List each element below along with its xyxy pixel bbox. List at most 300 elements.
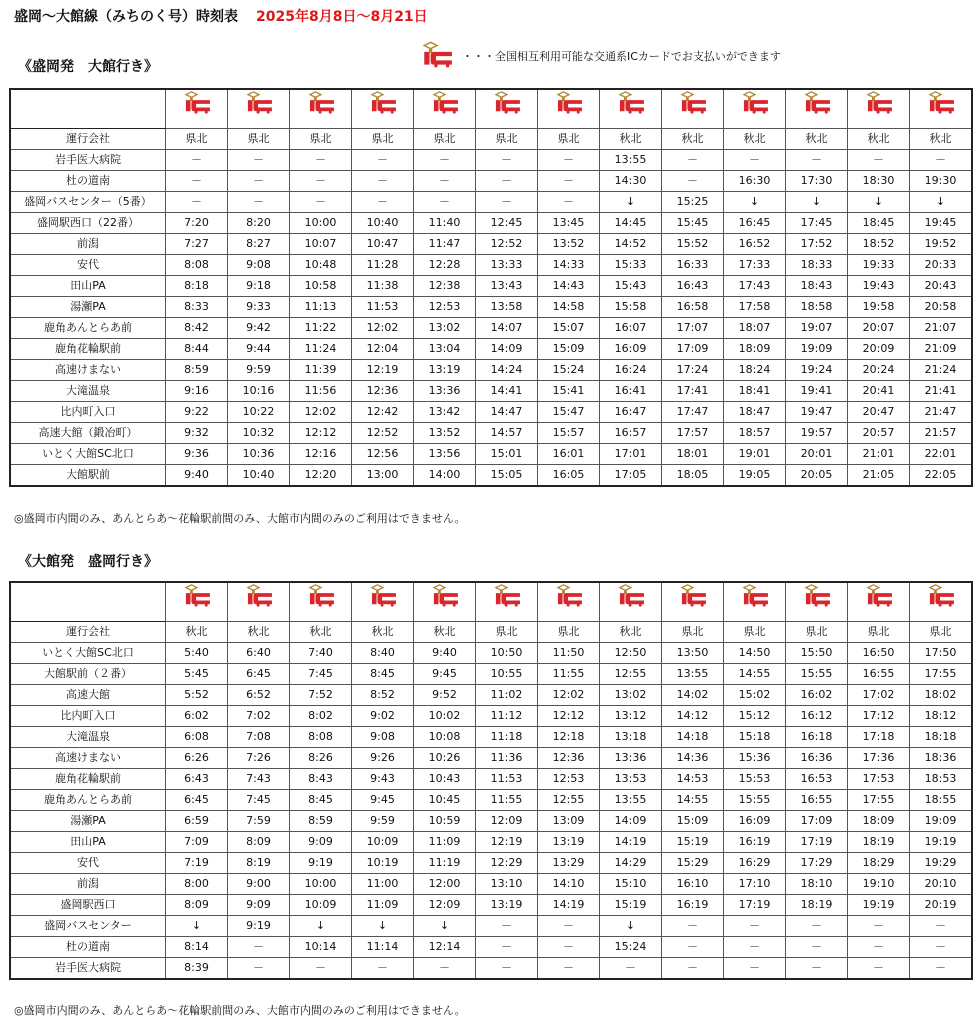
time-cell: 9:33	[228, 297, 290, 318]
ic-cell	[414, 583, 476, 622]
time-cell: 13:52	[414, 423, 476, 444]
time-cell: 9:45	[352, 790, 414, 811]
time-cell: －	[910, 958, 972, 979]
time-cell: 19:30	[910, 171, 972, 192]
operator-cell: 秋北	[662, 129, 724, 150]
table-row	[11, 381, 972, 402]
time-cell: 19:10	[848, 874, 910, 895]
time-cell: 11:02	[476, 685, 538, 706]
time-cell: 17:05	[600, 465, 662, 486]
time-cell: 18:36	[910, 748, 972, 769]
time-cell: 14:53	[662, 769, 724, 790]
time-cell: 6:45	[228, 664, 290, 685]
table-row	[11, 895, 972, 916]
ic-cell	[786, 583, 848, 622]
time-cell: 8:44	[166, 339, 228, 360]
page-title	[14, 6, 428, 26]
time-cell: －	[290, 150, 352, 171]
time-cell: 11:09	[414, 832, 476, 853]
time-cell: 17:43	[724, 276, 786, 297]
stop-name: 鹿角あんとらあ前	[11, 790, 166, 811]
time-cell: 8:08	[290, 727, 352, 748]
ic-card-icon	[492, 583, 522, 621]
stop-name: 安代	[11, 255, 166, 276]
time-cell: 7:45	[228, 790, 290, 811]
stop-name: 高速けまない	[11, 360, 166, 381]
ic-cell	[228, 90, 290, 129]
time-cell: 17:55	[910, 664, 972, 685]
table-row	[11, 234, 972, 255]
time-cell: 18:30	[848, 171, 910, 192]
time-cell: 16:47	[600, 402, 662, 423]
time-cell: ↓	[290, 916, 352, 937]
time-cell: 16:02	[786, 685, 848, 706]
time-cell: 15:19	[662, 832, 724, 853]
time-cell: －	[538, 150, 600, 171]
time-cell: ↓	[910, 192, 972, 213]
time-cell: －	[476, 958, 538, 979]
time-cell: 6:26	[166, 748, 228, 769]
time-cell: 18:57	[724, 423, 786, 444]
table-row	[11, 958, 972, 979]
time-cell: 10:32	[228, 423, 290, 444]
time-cell: 14:18	[662, 727, 724, 748]
ic-cell	[848, 583, 910, 622]
time-cell: ↓	[848, 192, 910, 213]
time-cell: 7:08	[228, 727, 290, 748]
time-cell: 18:24	[724, 360, 786, 381]
time-cell: 14:45	[600, 213, 662, 234]
time-cell: 14:36	[662, 748, 724, 769]
time-cell: 7:19	[166, 853, 228, 874]
time-cell: 15:41	[538, 381, 600, 402]
time-cell: －	[600, 958, 662, 979]
time-cell: 18:18	[910, 727, 972, 748]
ic-icon-row	[11, 90, 972, 129]
time-cell: 8:09	[228, 832, 290, 853]
time-cell: 10:09	[352, 832, 414, 853]
time-cell: 16:57	[600, 423, 662, 444]
time-cell: 10:36	[228, 444, 290, 465]
time-cell: 6:43	[166, 769, 228, 790]
time-cell: 13:45	[538, 213, 600, 234]
time-cell: －	[290, 171, 352, 192]
stop-name: 高速けまない	[11, 748, 166, 769]
time-cell: －	[724, 937, 786, 958]
table-row	[11, 255, 972, 276]
time-cell: 20:33	[910, 255, 972, 276]
time-cell: 18:58	[786, 297, 848, 318]
time-cell: 16:29	[724, 853, 786, 874]
table-row	[11, 727, 972, 748]
ic-cell	[352, 90, 414, 129]
time-cell: －	[910, 150, 972, 171]
time-cell: 13:10	[476, 874, 538, 895]
time-cell: －	[786, 937, 848, 958]
time-cell: 11:09	[352, 895, 414, 916]
time-cell: 16:45	[724, 213, 786, 234]
time-cell: 14:12	[662, 706, 724, 727]
time-cell: 20:10	[910, 874, 972, 895]
time-cell: 14:24	[476, 360, 538, 381]
time-cell: 16:18	[786, 727, 848, 748]
time-cell: 13:19	[538, 832, 600, 853]
time-cell: 5:40	[166, 643, 228, 664]
stop-name: 前潟	[11, 234, 166, 255]
time-cell: 17:02	[848, 685, 910, 706]
time-cell: 18:43	[786, 276, 848, 297]
time-cell: 9:18	[228, 276, 290, 297]
time-cell: 16:05	[538, 465, 600, 486]
time-cell: 12:36	[538, 748, 600, 769]
time-cell: 11:50	[538, 643, 600, 664]
time-cell: 17:45	[786, 213, 848, 234]
time-cell: 18:55	[910, 790, 972, 811]
operator-cell: 秋北	[414, 622, 476, 643]
time-cell: 16:50	[848, 643, 910, 664]
ic-card-icon	[554, 583, 584, 621]
time-cell: 7:02	[228, 706, 290, 727]
time-cell: 11:38	[352, 276, 414, 297]
time-cell: 16:19	[724, 832, 786, 853]
time-cell: 17:29	[786, 853, 848, 874]
time-cell: 8:45	[352, 664, 414, 685]
time-cell: 10:09	[290, 895, 352, 916]
time-cell: 10:58	[290, 276, 352, 297]
time-cell: －	[786, 958, 848, 979]
table-row	[11, 402, 972, 423]
time-cell: 12:20	[290, 465, 352, 486]
time-cell: 19:01	[724, 444, 786, 465]
section-title-inbound: 《大館発 盛岡行き》	[18, 554, 158, 570]
stop-name: 鹿角花輪駅前	[11, 769, 166, 790]
time-cell: 18:33	[786, 255, 848, 276]
operator-cell: 秋北	[290, 622, 352, 643]
table-row	[11, 276, 972, 297]
time-cell: －	[228, 150, 290, 171]
time-cell: 9:08	[228, 255, 290, 276]
time-cell: 13:19	[476, 895, 538, 916]
ic-cell	[476, 90, 538, 129]
time-cell: 7:20	[166, 213, 228, 234]
time-cell: 9:16	[166, 381, 228, 402]
time-cell: 21:41	[910, 381, 972, 402]
operator-cell: 秋北	[166, 622, 228, 643]
time-cell: 15:24	[600, 937, 662, 958]
time-cell: ↓	[600, 192, 662, 213]
time-cell: 11:28	[352, 255, 414, 276]
time-cell: 12:14	[414, 937, 476, 958]
time-cell: 12:28	[414, 255, 476, 276]
time-cell: 9:43	[352, 769, 414, 790]
ic-card-icon	[864, 90, 894, 128]
time-cell: 12:02	[352, 318, 414, 339]
time-cell: －	[848, 150, 910, 171]
time-cell: 8:00	[166, 874, 228, 895]
operator-cell: 県北	[290, 129, 352, 150]
ic-cell	[476, 583, 538, 622]
timetable-inbound	[10, 582, 972, 979]
time-cell: 14:02	[662, 685, 724, 706]
operator-cell: 秋北	[352, 622, 414, 643]
time-cell: 12:55	[600, 664, 662, 685]
time-cell: 10:59	[414, 811, 476, 832]
time-cell: 18:45	[848, 213, 910, 234]
table-row	[11, 937, 972, 958]
time-cell: 20:57	[848, 423, 910, 444]
time-cell: －	[538, 171, 600, 192]
table-row	[11, 706, 972, 727]
time-cell: 16:09	[724, 811, 786, 832]
time-cell: 9:36	[166, 444, 228, 465]
time-cell: 10:07	[290, 234, 352, 255]
time-cell: 14:19	[538, 895, 600, 916]
table-row	[11, 790, 972, 811]
time-cell: 6:52	[228, 685, 290, 706]
time-cell: 16:07	[600, 318, 662, 339]
ic-card-icon	[368, 90, 398, 128]
time-cell: 12:19	[352, 360, 414, 381]
time-cell: 18:07	[724, 318, 786, 339]
ic-cell	[786, 90, 848, 129]
time-cell: 18:41	[724, 381, 786, 402]
stop-name: 高速大館	[11, 685, 166, 706]
time-cell: 13:58	[476, 297, 538, 318]
time-cell: 10:55	[476, 664, 538, 685]
time-cell: 9:59	[228, 360, 290, 381]
time-cell: －	[724, 150, 786, 171]
time-cell: 13:18	[600, 727, 662, 748]
ic-card-icon	[678, 90, 708, 128]
time-cell: 17:19	[786, 832, 848, 853]
time-cell: －	[848, 937, 910, 958]
ic-cell	[414, 90, 476, 129]
table-row	[11, 423, 972, 444]
time-cell: 5:45	[166, 664, 228, 685]
time-cell: 15:33	[600, 255, 662, 276]
time-cell: －	[476, 916, 538, 937]
time-cell: 8:59	[166, 360, 228, 381]
operator-cell: 県北	[476, 622, 538, 643]
time-cell: 13:50	[662, 643, 724, 664]
ic-legend	[420, 40, 781, 71]
time-cell: 11:56	[290, 381, 352, 402]
ic-cell	[166, 583, 228, 622]
time-cell: 9:00	[228, 874, 290, 895]
time-cell: 19:09	[786, 339, 848, 360]
time-cell: －	[414, 958, 476, 979]
time-cell: 16:33	[662, 255, 724, 276]
ic-cell	[600, 583, 662, 622]
ic-card-icon	[182, 90, 212, 128]
time-cell: 7:43	[228, 769, 290, 790]
time-cell: 17:58	[724, 297, 786, 318]
time-cell: －	[848, 916, 910, 937]
time-cell: －	[352, 192, 414, 213]
time-cell: 12:52	[352, 423, 414, 444]
time-cell: 11:12	[476, 706, 538, 727]
time-cell: 12:55	[538, 790, 600, 811]
time-cell: 14:33	[538, 255, 600, 276]
time-cell: 22:01	[910, 444, 972, 465]
stop-name: 大館駅前（２番）	[11, 664, 166, 685]
time-cell: 10:45	[414, 790, 476, 811]
time-cell: 10:14	[290, 937, 352, 958]
time-cell: 20:09	[848, 339, 910, 360]
time-cell: 8:33	[166, 297, 228, 318]
table-row	[11, 874, 972, 895]
time-cell: 20:43	[910, 276, 972, 297]
time-cell: 18:09	[848, 811, 910, 832]
time-cell: 14:09	[476, 339, 538, 360]
time-cell: 15:09	[538, 339, 600, 360]
time-cell: 13:52	[538, 234, 600, 255]
table-row	[11, 171, 972, 192]
stop-name: 大館駅前	[11, 465, 166, 486]
time-cell: 10:50	[476, 643, 538, 664]
time-cell: 16:36	[786, 748, 848, 769]
time-cell: 17:07	[662, 318, 724, 339]
time-cell: 19:43	[848, 276, 910, 297]
stop-name: いとく大館SC北口	[11, 643, 166, 664]
time-cell: 13:09	[538, 811, 600, 832]
operator-cell: 県北	[228, 129, 290, 150]
time-cell: 11:36	[476, 748, 538, 769]
time-cell: 15:09	[662, 811, 724, 832]
time-cell: 8:39	[166, 958, 228, 979]
time-cell: 11:19	[414, 853, 476, 874]
operator-cell: 県北	[786, 622, 848, 643]
time-cell: 6:08	[166, 727, 228, 748]
time-cell: 12:04	[352, 339, 414, 360]
ic-card-icon	[802, 90, 832, 128]
time-cell: －	[414, 150, 476, 171]
time-cell: －	[352, 171, 414, 192]
time-cell: －	[166, 171, 228, 192]
time-cell: 18:52	[848, 234, 910, 255]
table-row	[11, 832, 972, 853]
time-cell: 16:19	[662, 895, 724, 916]
ic-icon-row	[11, 583, 972, 622]
time-cell: 9:45	[414, 664, 476, 685]
time-cell: 14:58	[538, 297, 600, 318]
time-cell: 6:45	[166, 790, 228, 811]
timetable-title: 盛岡～大館線（みちのく号）時刻表	[14, 9, 238, 25]
operator-cell: 秋北	[910, 129, 972, 150]
time-cell: 15:12	[724, 706, 786, 727]
ic-cell	[538, 583, 600, 622]
time-cell: 18:02	[910, 685, 972, 706]
time-cell: 10:47	[352, 234, 414, 255]
ic-card-icon	[616, 583, 646, 621]
time-cell: 19:07	[786, 318, 848, 339]
time-cell: 17:36	[848, 748, 910, 769]
time-cell: 8:14	[166, 937, 228, 958]
stop-name: 鹿角花輪駅前	[11, 339, 166, 360]
time-cell: －	[786, 150, 848, 171]
time-cell: 14:52	[600, 234, 662, 255]
operator-cell: 県北	[166, 129, 228, 150]
time-cell: 15:45	[662, 213, 724, 234]
table-row	[11, 811, 972, 832]
time-cell: 17:24	[662, 360, 724, 381]
time-cell: 14:57	[476, 423, 538, 444]
time-cell: －	[352, 958, 414, 979]
time-cell: 15:50	[786, 643, 848, 664]
time-cell: 12:38	[414, 276, 476, 297]
time-cell: 16:43	[662, 276, 724, 297]
time-cell: 10:00	[290, 213, 352, 234]
operator-cell: 県北	[538, 129, 600, 150]
time-cell: 9:32	[166, 423, 228, 444]
time-cell: 15:10	[600, 874, 662, 895]
ic-card-icon	[678, 583, 708, 621]
time-cell: 11:47	[414, 234, 476, 255]
time-cell: 13:04	[414, 339, 476, 360]
time-cell: 10:40	[228, 465, 290, 486]
operator-cell: 県北	[538, 622, 600, 643]
time-cell: 15:57	[538, 423, 600, 444]
operator-cell: 県北	[662, 622, 724, 643]
time-cell: 11:24	[290, 339, 352, 360]
time-cell: 21:01	[848, 444, 910, 465]
time-cell: 17:09	[662, 339, 724, 360]
time-cell: 21:09	[910, 339, 972, 360]
time-cell: 13:55	[600, 150, 662, 171]
ic-cell	[538, 90, 600, 129]
time-cell: 13:53	[600, 769, 662, 790]
time-cell: －	[538, 192, 600, 213]
time-cell: 14:30	[600, 171, 662, 192]
time-cell: ↓	[166, 916, 228, 937]
time-cell: 10:19	[352, 853, 414, 874]
time-cell: 11:55	[538, 664, 600, 685]
operator-row	[11, 622, 972, 643]
time-cell: ↓	[414, 916, 476, 937]
time-cell: 15:25	[662, 192, 724, 213]
time-cell: 9:26	[352, 748, 414, 769]
time-cell: 16:52	[724, 234, 786, 255]
time-cell: 5:52	[166, 685, 228, 706]
time-cell: 16:10	[662, 874, 724, 895]
ic-cell	[290, 90, 352, 129]
time-cell: 17:19	[724, 895, 786, 916]
time-cell: 12:36	[352, 381, 414, 402]
time-cell: 15:55	[786, 664, 848, 685]
time-cell: 12:56	[352, 444, 414, 465]
blank-cell	[11, 583, 166, 622]
time-cell: －	[476, 192, 538, 213]
time-cell: 8:59	[290, 811, 352, 832]
time-cell: 13:19	[414, 360, 476, 381]
time-cell: －	[166, 192, 228, 213]
operator-label: 運行会社	[11, 129, 166, 150]
time-cell: 9:09	[228, 895, 290, 916]
time-cell: 8:40	[352, 643, 414, 664]
time-cell: 18:09	[724, 339, 786, 360]
time-cell: 9:40	[414, 643, 476, 664]
time-cell: 11:00	[352, 874, 414, 895]
time-cell: 15:01	[476, 444, 538, 465]
time-cell: 14:47	[476, 402, 538, 423]
ic-cell	[166, 90, 228, 129]
time-cell: 16:53	[786, 769, 848, 790]
time-cell: 15:53	[724, 769, 786, 790]
time-cell: 18:10	[786, 874, 848, 895]
table-row	[11, 685, 972, 706]
stop-name: 盛岡駅西口（22番）	[11, 213, 166, 234]
time-cell: 17:33	[724, 255, 786, 276]
